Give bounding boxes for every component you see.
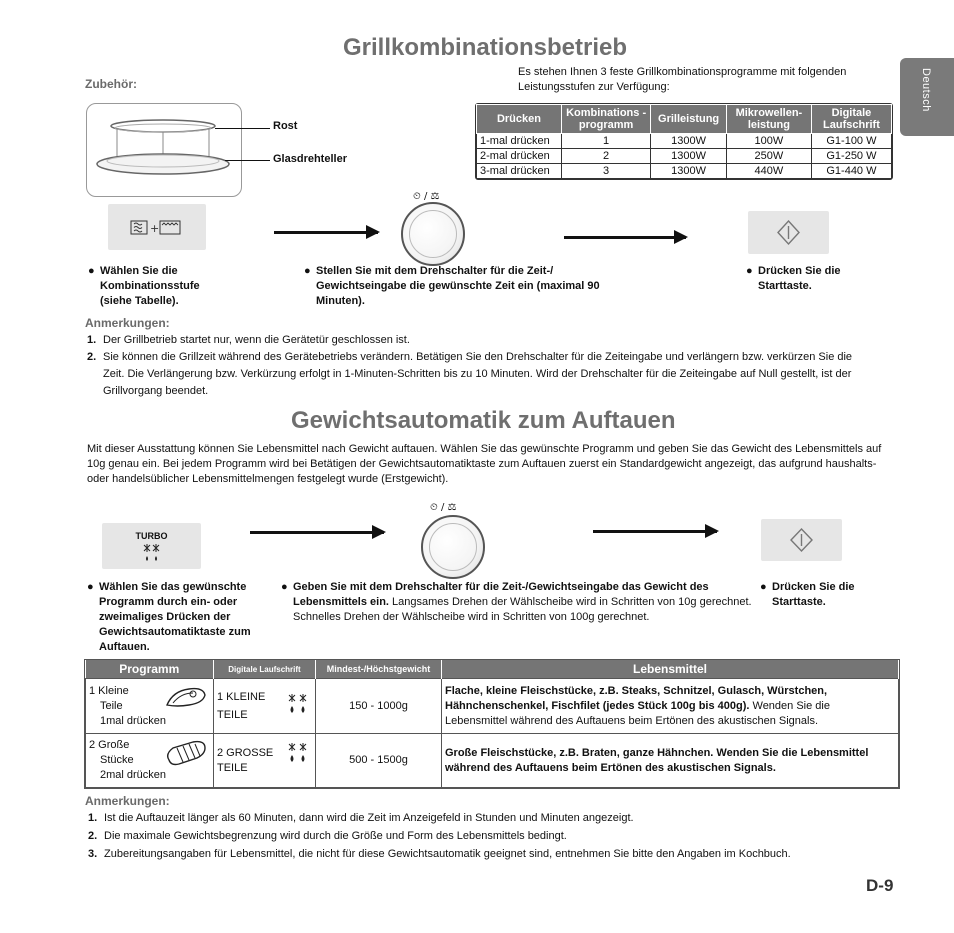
table-header: Drücken	[477, 105, 562, 134]
table-header: Programm	[86, 660, 214, 679]
note-number: 3.	[88, 848, 98, 860]
turbo-defrost-button[interactable]	[102, 523, 201, 569]
flow-arrow	[274, 231, 378, 234]
program-subname: Stücke	[100, 754, 134, 766]
svg-text:+: +	[150, 222, 160, 235]
table-cell: G1-440 W	[811, 164, 891, 179]
step-press-start: ● Drücken Sie die Starttaste.	[746, 265, 841, 292]
table-row	[86, 734, 899, 788]
note-item	[88, 810, 894, 827]
step-text: Stellen Sie mit dem Drehschalter für die Zeit-/ Gewichtseingabe die gewünschte Zeit ein (maximal 90 Minuten).	[316, 265, 600, 307]
flow-arrow	[564, 236, 686, 239]
table-cell: 1	[561, 134, 650, 149]
table-cell: 100W	[726, 134, 811, 149]
oven-illustration	[86, 103, 242, 197]
note-text: Zubereitungsangaben für Lebensmittel, die nicht für diese Gewichtsautomatik geeignet sind, entnehmen Sie bitte den Angaben im Kochbuch.	[104, 848, 791, 860]
note-text: Der Grillbetrieb startet nur, wenn die Gerätetür geschlossen ist.	[103, 334, 410, 346]
table-header: Mindest-/Höchstgewicht	[316, 660, 442, 679]
weight-cell: 150 - 1000g	[316, 679, 442, 734]
table-cell: 440W	[726, 164, 811, 179]
table-cell: 3-mal drücken	[477, 164, 562, 179]
step-press-start: ● Drücken Sie die Starttaste.	[760, 581, 855, 608]
table-header: Digitale Laufschrift	[811, 105, 891, 134]
display-line: TEILE	[217, 708, 248, 721]
food-text-bold: Große Fleischstücke, z.B. Braten, ganze Hähnchen. Wenden Sie die Lebensmittel während des Auftauens beim Ertönen des akustischen Signals.	[445, 746, 869, 774]
table-cell: 3	[561, 164, 650, 179]
table-cell: 1-mal drücken	[477, 134, 562, 149]
table-cell: G1-100 W	[811, 134, 891, 149]
table-cell: 250W	[726, 149, 811, 164]
food-text-bold: Flache, kleine Fleischstücke, z.B. Steaks, Schnitzel, Gulasch, Würstchen, Hähnchenschenkel, Fischfilet (jedes Stück 100g bis 400g).	[445, 684, 828, 712]
note-text: Die maximale Gewichtsbegrenzung wird durch die Größe und Form des Lebensmittels bedingt.	[104, 830, 567, 842]
notes-label: Anmerkungen:	[85, 316, 170, 330]
step-text: Drücken Sie die Starttaste.	[758, 265, 841, 292]
note-number: 1.	[88, 812, 98, 824]
flow-arrow	[593, 530, 717, 533]
defrost-table	[84, 659, 900, 789]
combination-table	[475, 103, 893, 180]
section2-intro: Mit dieser Ausstattung können Sie Lebensmittel nach Gewicht auftauen. Wählen Sie das gewünschte Programm und geben Sie das Gewicht des Lebensmittels auf 10g genau ein. Bei jedem Programm wird bei Betätigen der Gewichtsautomatiktaste zum Auftauen zuerst ein Standardgewicht angezeigt, das aufgrund haushalts- oder handelsüblicher Lebensmittelmengen festgelegt wurde (Erstgewicht).	[87, 443, 882, 485]
section2-title: Gewichtsautomatik zum Auftauen	[291, 407, 676, 434]
food-text: Wenden Sie die Lebensmittel während des Auftauens beim Ertönen des akustischen Signals.	[445, 699, 830, 727]
table-cell: 1300W	[651, 134, 727, 149]
note-item	[87, 349, 873, 400]
step-text: Wählen Sie das gewünschte Programm durch ein- oder zweimaliges Drücken der Gewichtsautomatiktaste zum Auftauen.	[99, 581, 251, 653]
note-item	[88, 846, 894, 863]
table-row	[477, 134, 892, 149]
step-text: Drücken Sie die Starttaste.	[772, 581, 855, 608]
food-cell	[442, 734, 899, 788]
note-item	[88, 828, 894, 845]
start-diamond-icon	[748, 211, 829, 254]
microwave-grill-icon	[108, 204, 206, 250]
table-cell: 1300W	[651, 149, 727, 164]
snowflake-drops-icon	[287, 693, 311, 719]
start-diamond-icon	[761, 519, 842, 561]
display-line: TEILE	[217, 761, 248, 774]
program-subname: Teile	[100, 699, 123, 712]
combi-button[interactable]	[108, 204, 206, 250]
table-cell: G1-250 W	[811, 149, 891, 164]
notes-label: Anmerkungen:	[85, 794, 170, 808]
table-cell: 2-mal drücken	[477, 149, 562, 164]
table-header: Lebensmittel	[442, 660, 899, 679]
glass-leader-line	[225, 160, 270, 161]
time-weight-symbol: ⏲ / ⚖	[413, 191, 440, 202]
program-name: 1 Kleine	[89, 684, 129, 697]
time-weight-symbol: ⏲ / ⚖	[430, 502, 457, 513]
accessories-label: Zubehör:	[85, 77, 137, 91]
program-press: 1mal drücken	[100, 714, 167, 727]
note-number: 1.	[87, 334, 97, 346]
table-header: Mikrowellen-leistung	[726, 105, 811, 134]
small-pieces-icon	[163, 685, 209, 711]
start-button[interactable]	[761, 519, 842, 561]
program-cell	[86, 679, 214, 734]
table-cell: 2	[561, 149, 650, 164]
time-weight-dial[interactable]	[421, 515, 485, 579]
display-cell	[214, 734, 316, 788]
step-select-program: ● Wählen Sie das gewünschte Programm durch ein- oder zweimaliges Drücken der Gewichtsautomatiktaste zum Auftauen.	[87, 581, 251, 653]
table-header: Digitale Laufschrift	[214, 660, 316, 679]
rack-and-plate-icon	[87, 104, 241, 196]
table-header: Kombinations - programm	[561, 105, 650, 134]
snowflake-drops-icon	[102, 523, 201, 569]
turbo-label: TURBO	[135, 531, 168, 541]
rost-leader-line	[215, 128, 270, 129]
glass-plate-label: Glasdrehteller	[273, 153, 347, 165]
language-tab	[900, 58, 954, 136]
note-text: Ist die Auftauzeit länger als 60 Minuten, dann wird die Zeit im Anzeigefeld in Stunden und Minuten angezeigt.	[104, 812, 634, 824]
page-number: D-9	[866, 876, 894, 895]
note-number: 2.	[87, 351, 97, 363]
program-cell	[86, 734, 214, 788]
table-row	[477, 164, 892, 179]
program-name: 2 Große	[89, 739, 130, 751]
step-text: Langsames Drehen der Wählscheibe wird in Schritten von 10g gerechnet. Schnelles Drehen der Wählscheibe wird in Schritten von 100g gerechnet.	[293, 596, 752, 623]
step-text-bold: Geben Sie mit dem Drehschalter für die Zeit-/Gewichtseingabe das Gewicht des Lebensmittels ein.	[293, 581, 709, 608]
language-tab-label: Deutsch	[920, 68, 932, 112]
display-cell	[214, 679, 316, 734]
table-cell: 1300W	[651, 164, 727, 179]
program-press: 2mal drücken	[100, 769, 167, 781]
step-select-level: ● Wählen Sie die Kombinationsstufe (siehe Tabelle).	[88, 265, 200, 307]
table-header: Grilleistung	[651, 105, 727, 134]
time-weight-dial[interactable]	[401, 202, 465, 266]
section1-title: Grillkombinationsbetrieb	[343, 34, 628, 61]
start-button[interactable]	[748, 211, 829, 254]
step-text: Wählen Sie die Kombinationsstufe (siehe Tabelle).	[100, 265, 200, 307]
step-enter-weight: ● Geben Sie mit dem Drehschalter für die Zeit-/Gewichtseingabe das Gewicht des Lebensmittels ein. Langsames Drehen der Wählscheibe wird in Schritten von 10g gerechnet. Schnelles Drehen der Wählscheibe wird in Schritten von 100g gerechnet.	[281, 581, 752, 623]
food-cell	[442, 679, 899, 734]
note-text: Sie können die Grillzeit während des Gerätebetriebs verändern. Betätigen Sie den Drehschalter für die Zeiteingabe und verlängern bzw. verkürzen Sie die Zeit. Die Verlängerung bzw. Verkürzung erfolgt in 1-Minuten-Schritten bis zu 10 Minuten. Wird der Drehschalter für die Zeiteingabe auf Null gestellt, ist der Grillvorgang beendet.	[103, 351, 853, 397]
display-line: 2 GROSSE	[217, 746, 274, 759]
display-line: 1 KLEINE	[217, 690, 266, 703]
table-row	[86, 679, 899, 734]
rost-label: Rost	[273, 120, 298, 132]
section1-intro: Es stehen Ihnen 3 feste Grillkombinationsprogramme mit folgenden Leistungsstufen zur Verfügung:	[518, 66, 847, 93]
table-row	[477, 149, 892, 164]
note-number: 2.	[88, 830, 98, 842]
step-set-time: ● Stellen Sie mit dem Drehschalter für die Zeit-/ Gewichtseingabe die gewünschte Zeit ein (maximal 90 Minuten).	[304, 265, 600, 307]
flow-arrow	[250, 531, 384, 534]
note-item	[87, 332, 873, 349]
large-piece-icon	[163, 740, 209, 766]
snowflake-drops-icon	[287, 742, 311, 768]
weight-cell: 500 - 1500g	[316, 734, 442, 788]
